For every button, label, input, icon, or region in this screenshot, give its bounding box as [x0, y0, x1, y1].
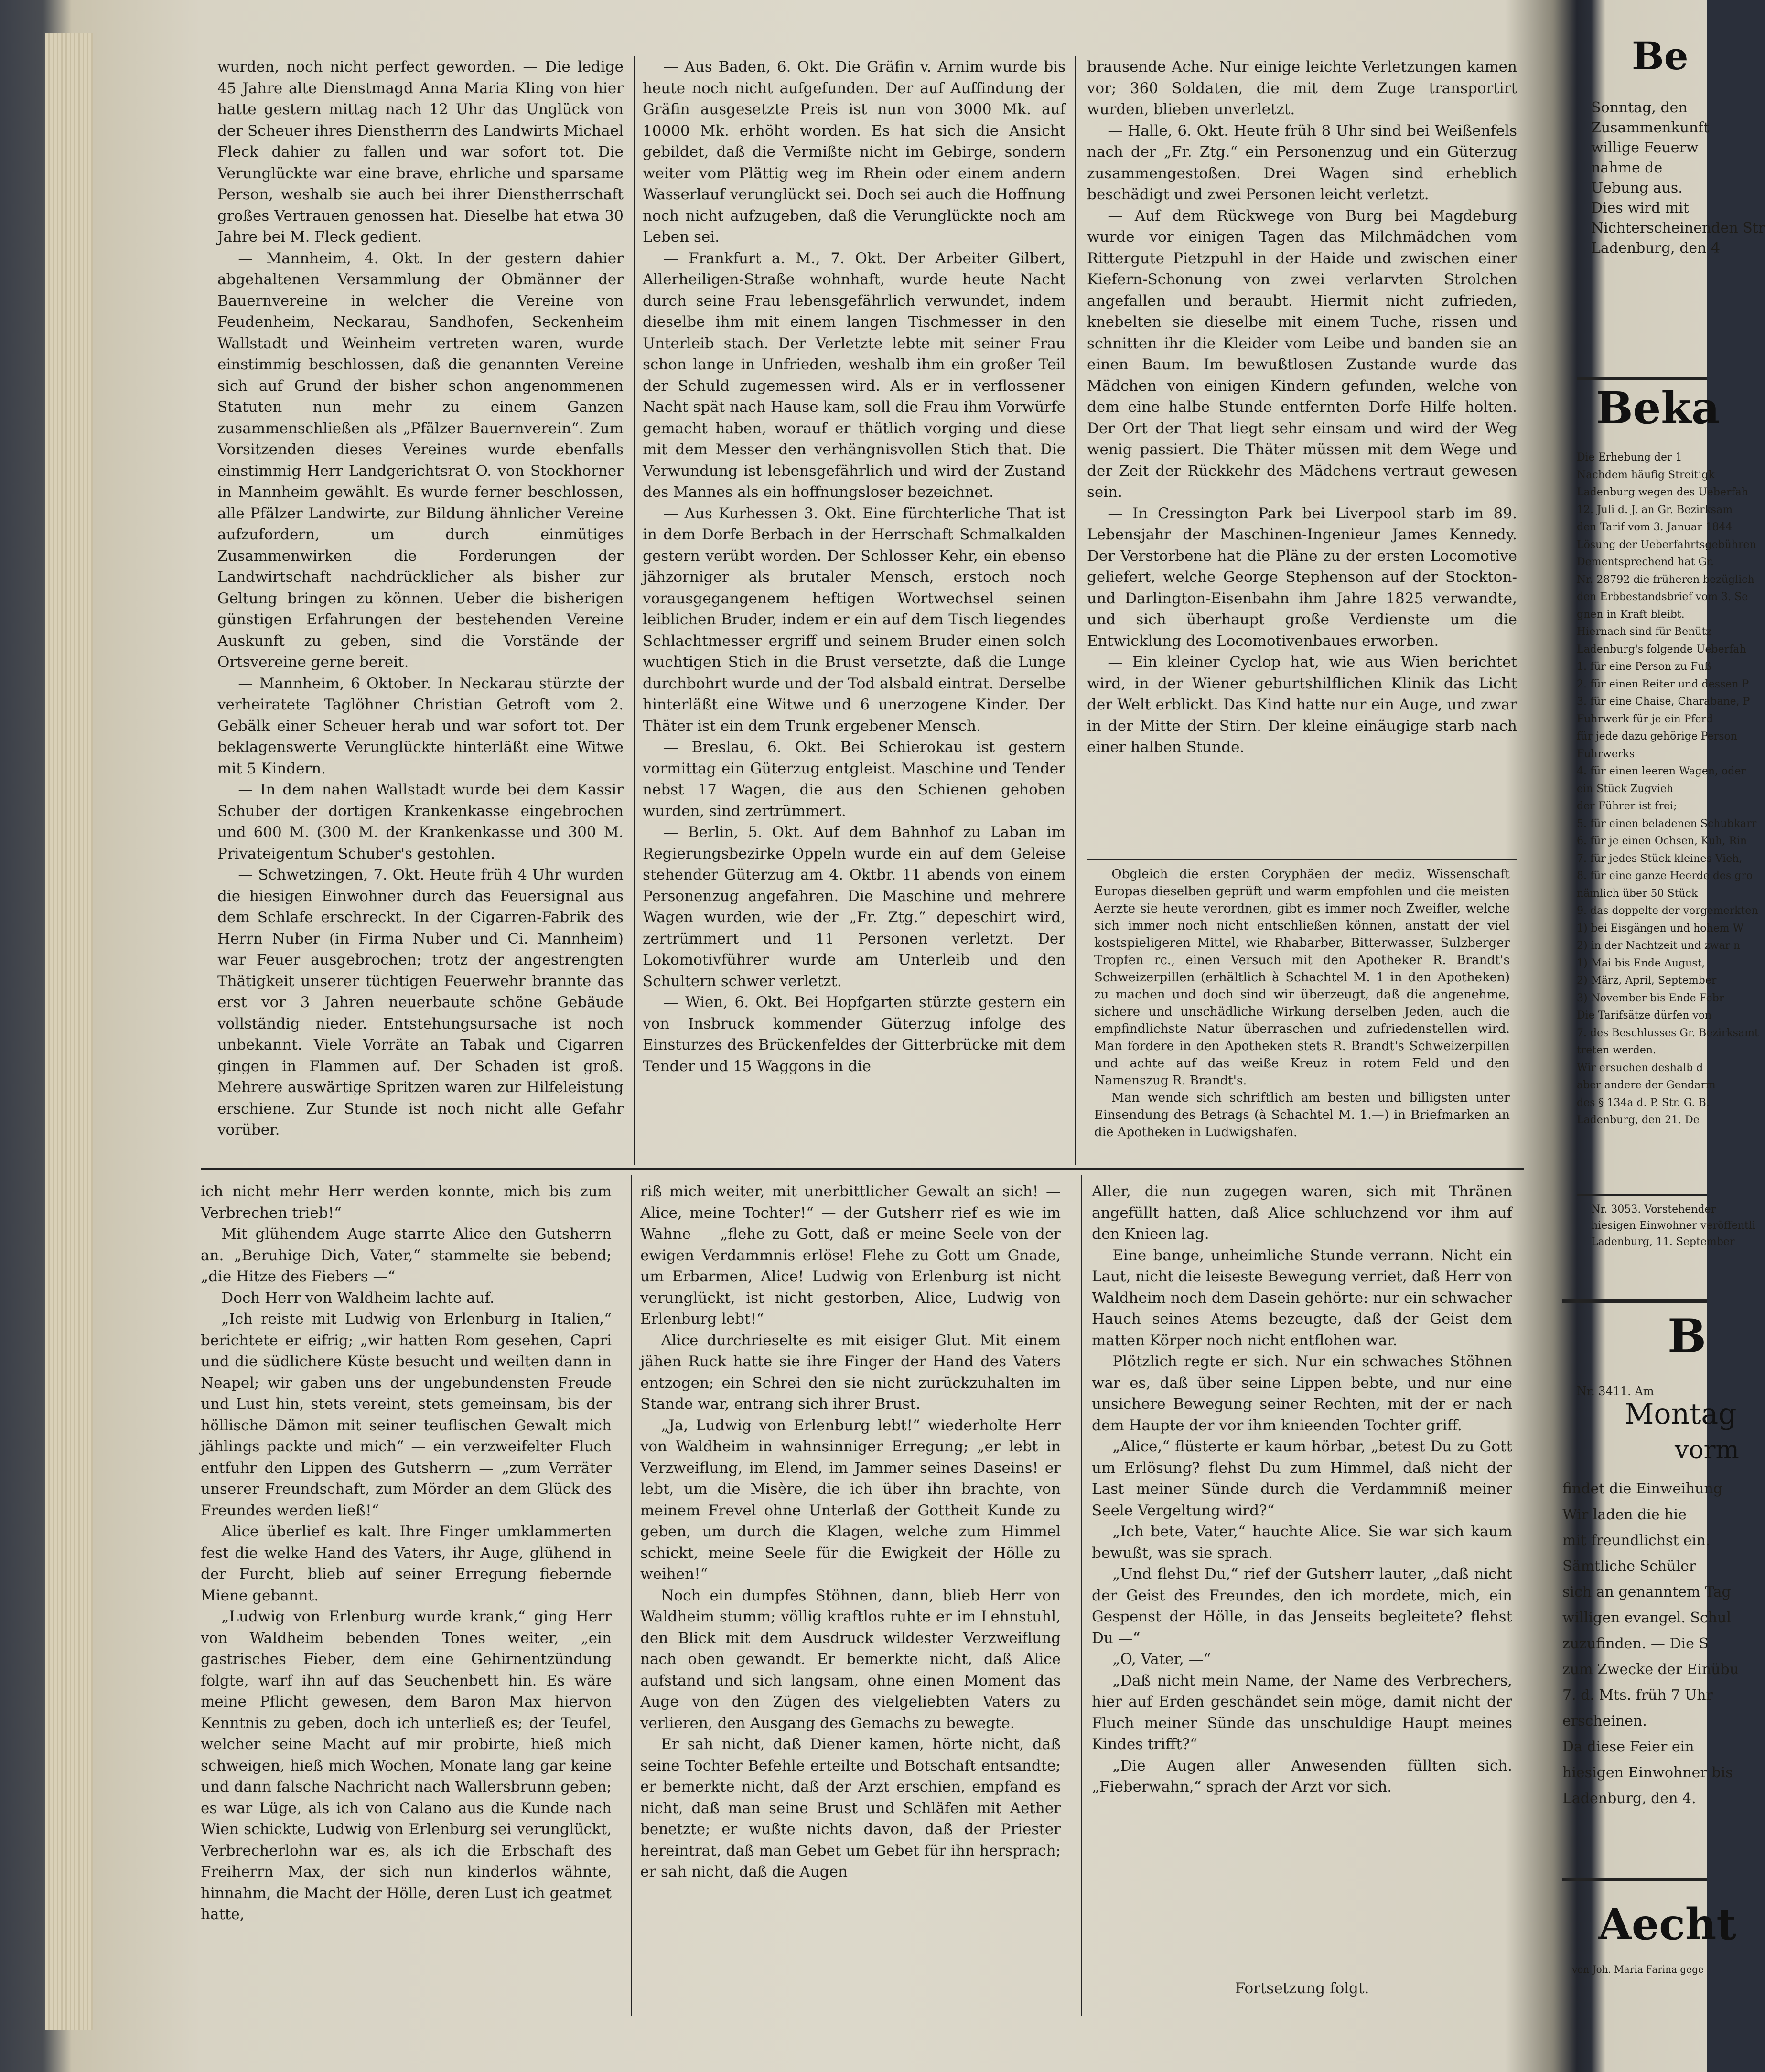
- strip-line: Nr. 28792 die früheren bezüglich: [1577, 573, 1754, 586]
- strip-line: Wir laden die hie: [1562, 1506, 1687, 1523]
- strip-line: ein Stück Zugvieh: [1577, 783, 1674, 795]
- strip-heading-beka: Beka: [1596, 382, 1720, 434]
- strip-line: Ladenburg's folgende Ueberfah: [1577, 643, 1746, 655]
- strip-line: für jede dazu gehörige Person: [1577, 730, 1737, 742]
- strip-line: 6. für je einen Ochsen, Kuh, Rin: [1577, 835, 1747, 847]
- strip-line: 2) in der Nachtzeit und zwar n: [1577, 940, 1741, 952]
- story-column-1: [201, 1181, 612, 2012]
- paragraph: — In Cressington Park bei Liverpool starb im 89. Lebensjahr der Maschinen-Ingenieur James Kennedy. Der Verstorbene hat die Pläne zu der ersten Locomotive geliefert, welche George Stephenson auf der Stockton- und Darlington-Eisenbahn ihm Jahre 1825 verwandte, und sich überhaupt große Verdienste um die Entwicklung des Locomotivenbaues erworben.: [1087, 505, 1517, 650]
- paragraph: — Ein kleiner Cyclop hat, wie aus Wien berichtet wird, in der Wiener geburtshilflichen Klinik das Licht der Welt erblickt. Das Kind hatte nur ein Auge, und zwar in der Mitte der Stirn. Der kleine einäugige starb nach einer halben Stunde.: [1087, 654, 1517, 756]
- paragraph: — Wien, 6. Okt. Bei Hopfgarten stürzte gestern ein von Insbruck kommender Güterzug infolge des Einsturzes des Brückenfeldes der Gitterbrücke mit dem Tender und 15 Waggons in die: [643, 994, 1065, 1075]
- strip-line: Ladenburg, den 21. De: [1577, 1114, 1700, 1126]
- strip-line: hiesigen Einwohner veröffentli: [1591, 1220, 1755, 1232]
- strip-heading-aecht: Aecht: [1598, 1899, 1736, 1950]
- paragraph: Noch ein dumpfes Stöhnen, dann, blieb Herr von Waldheim stumm; völlig kraftlos ruhte er im Lehnstuhl, den Blick mit dem Ausdruck wildester Verzweiflung nach oben gewandt. Er bemerkte nicht, daß Alice aufstand und sich langsam, ohne einen Moment das Auge von den Zügen des vielgeliebten Vaters zu verlieren, den Ausgang des Gemachs zu bewegte.: [640, 1587, 1061, 1732]
- strip-line: findet die Einweihung: [1562, 1481, 1722, 1497]
- paragraph: — Aus Baden, 6. Okt. Die Gräfin v. Arnim wurde bis heute noch nicht aufgefunden. Der auf Auffindung der Gräfin ausgesetzte Preis ist nun von 3000 Mk. auf 10000 Mk. erhöht worden. Es hat sich die Ansicht gebildet, daß die Vermißte nicht im Gebirge, sondern weiter vom Plättig weg im Rhein oder einem andern Wasserlauf verunglückt sei. Doch sei auch die Hoffnung noch nicht aufzugeben, daß die Verunglückte noch am Leben sei.: [643, 58, 1065, 246]
- strip-line: Dies wird mit: [1591, 200, 1689, 216]
- strip-line: Uebung aus.: [1591, 180, 1683, 196]
- strip-fire-brigade-notice-box: [1577, 98, 1586, 270]
- paragraph: „Die Augen aller Anwesenden füllten sich. „Fieberwahn,“ sprach der Arzt vor sich.: [1092, 1757, 1512, 1795]
- paragraph: wurden, noch nicht perfect geworden. — Die ledige 45 Jahre alte Dienstmagd Anna Maria Kling von hier hatte gestern mittag nach 12 Uhr das Unglück von der Scheuer ihres Dienstherrn des Landwirts Michael Fleck dahier zu fallen und war sofort tot. Die Verunglückte war eine brave, ehrliche und sparsame Person, weshalb sie auch bei ihrer Dienstherrschaft großes Vertrauen genossen hat. Dieselbe hat etwa 30 Jahre bei M. Fleck gedient.: [217, 58, 624, 246]
- strip-line: Nr. 3053. Vorstehender: [1591, 1203, 1716, 1215]
- paragraph: Alice überlief es kalt. Ihre Finger umklammerten fest die welke Hand des Vaters, ihr Auge, glühend in der Furcht, blieb auf seiner Erregung fiebernde Miene gebannt.: [201, 1523, 612, 1604]
- strip-line: 7. für jedes Stück kleines Vieh,: [1577, 852, 1743, 865]
- strip-line: 2. für einen Reiter und dessen P: [1577, 678, 1749, 690]
- paragraph: — Mannheim, 4. Okt. In der gestern dahier abgehaltenen Versammlung der Obmänner der Bauernvereine in welcher die Vereine von Feudenheim, Neckarau, Sandhofen, Seckenheim Wallstadt und Weinheim vertreten waren, wurde einstimmig beschlossen, daß die genannten Vereine sich auf Grund der bisher schon angenommenen Statuten nun mehr zu einem Ganzen zusammenschließen als „Pfälzer Bauernverein“. Zum Vorsitzenden dieses Vereines wurde ebenfalls einstimmig Herr Landgerichtsrat O. von Stockhorner in Mannheim gewählt. Es wurde ferner beschlossen, alle Pfälzer Landwirte, zur Bildung ähnlicher Vereine aufzufordern, um durch einmütiges Zusammenwirken die Forderungen der Landwirtschaft nachdrücklicher als bisher zur Geltung bringen zu können. Ueber die bisherigen günstigen Erfahrungen der bestehenden Vereine Auskunft zu geben, sind die Vorstände der Ortsvereine gerne bereit.: [217, 249, 624, 671]
- strip-line: gnen in Kraft bleibt.: [1577, 608, 1685, 621]
- strip-line: willige Feuerw: [1591, 140, 1699, 156]
- strip-rule-3: [1562, 1299, 1707, 1303]
- story-column-3: [1092, 1181, 1512, 1965]
- strip-line: 5. für einen beladenen Schubkarr: [1577, 817, 1757, 830]
- strip-rule-2: [1577, 1194, 1707, 1196]
- strip-announcement-short: [1591, 1202, 1755, 1259]
- strip-line: Nachdem häufig Streitigk: [1577, 469, 1715, 481]
- paragraph: Plötzlich regte er sich. Nur ein schwaches Stöhnen war es, daß über seine Lippen bebte, und nur eine unsichere Bewegung seiner Rechten, mit der er nach dem Haupte der vor ihm knieenden Tochter griff.: [1092, 1353, 1512, 1434]
- news-column-3: [1087, 56, 1517, 854]
- strip-line: zum Zwecke der Einübu: [1562, 1661, 1739, 1678]
- strip-line: Nichterscheinenden Str: [1591, 220, 1765, 236]
- column-rule-2: [1075, 56, 1076, 1165]
- ad-separator-top: [1087, 859, 1517, 860]
- strip-heading-b: B: [1668, 1309, 1707, 1363]
- strip-line: sich an genanntem Tag: [1562, 1584, 1731, 1600]
- strip-line: 7. des Beschlusses Gr. Bezirksamt: [1577, 1027, 1759, 1039]
- strip-line: Die Tarifsätze dürfen von: [1577, 1009, 1712, 1021]
- news-column-2: [643, 56, 1065, 1165]
- paragraph: „Und flehst Du,“ rief der Gutsherr lauter, „daß nicht der Geist des Freundes, den ich mordete, mich, ein Gespenst der Hölle, in das Jenseits begleitete? flehst Du —“: [1092, 1566, 1512, 1647]
- paragraph: Er sah nicht, daß Diener kamen, hörte nicht, daß seine Tochter Befehle erteilte und Botschaft entsandte; er bemerkte nicht, daß der Arzt erschien, empfand es nicht, daß man seine Brust und Schläfen mit Aether benetzte; er wußte nichts davon, daß der Priester hereintrat, daß man Gebet um Gebet für ihn hersprach; er sah nicht, daß die Augen: [640, 1736, 1061, 1880]
- strip-fire-brigade-notice: [1591, 98, 1765, 308]
- strip-heading-montag: Montag: [1625, 1397, 1737, 1431]
- paragraph: riß mich weiter, mit unerbittlicher Gewalt an sich! — Alice, meine Tochter!“ — der Gutsherr rief es wie im Wahne — „flehe zu Gott, daß er meine Seele von der ewigen Verdammnis erlöse! Flehe zu Gott um Gnade, um Erbarmen, Alice! Ludwig von Erlenburg ist nicht verunglückt, ist nicht gestorben, Alice, Ludwig von Erlenburg lebt!“: [640, 1183, 1061, 1328]
- strip-line: 12. Juli d. J. an Gr. Bezirksam: [1577, 504, 1733, 516]
- continuation-text: Fortsetzung folgt.: [1235, 1980, 1369, 1997]
- pill-advertisement: [1094, 866, 1510, 1162]
- paragraph: — Schwetzingen, 7. Okt. Heute früh 4 Uhr wurden die hiesigen Einwohner durch das Feuersignal aus dem Schlafe erschreckt. In der Cigarren-Fabrik des Herrn Nuber (in Firma Nuber und Ci. Mannheim) war Feuer ausgebrochen; trotz der angestrengten Thätigkeit unserer tüchtigen Feuerwehr brannte das erst vor 3 Jahren neuerbaute schöne Gebäude vollständig nieder. Entstehungsursache ist noch unbekannt. Viele Vorräte an Tabak und Cigarren gingen in Flammen auf. Der Schaden ist groß. Mehrere auswärtige Spritzen waren zur Hilfeleistung erschiene. Zur Stunde ist noch nicht alle Gefahr vorüber.: [217, 866, 624, 1138]
- strip-line: Die Erhebung der 1: [1577, 451, 1682, 463]
- strip-ferry-tariff-notice: [1577, 449, 1759, 1132]
- strip-line: des § 134a d. P. Str. G. B.: [1577, 1096, 1710, 1109]
- strip-line: Dementsprechend hat Gr.: [1577, 556, 1714, 568]
- paragraph: Aller, die nun zugegen waren, sich mit Thränen angefüllt hatten, daß Alice schluchzend vor ihm auf den Knieen lag.: [1092, 1183, 1512, 1243]
- strip-line: treten werden.: [1577, 1044, 1657, 1056]
- paragraph: „Ludwig von Erlenburg wurde krank,“ ging Herr von Waldheim bebenden Tones weiter, „ein gastrisches Fieber, dem eine Gehirnentzündung folgte, warf ihn auf das Seuchenbett hin. Es wäre meine Pflicht gewesen, dem Baron Max hiervon Kenntnis zu geben, doch ich unterließ es; der Teufel, welcher seine Macht auf mir probirte, hieß mich schweigen, hieß mich Wochen, Monate lang gar keine und dann falsche Nachricht nach Wallersbrunn geben; es war Lüge, als ich von Calano aus die Kunde nach Wien schickte, Ludwig von Erlenburg sei verunglückt, Verbrecherlohn war es, als ich die Erbschaft des Freiherrn Max, der sich nun kinderlos wähnte, hinnahm, die Macht der Hölle, deren Lust ich geatmet hatte,: [201, 1608, 612, 1923]
- strip-school-inauguration-notice: [1562, 1476, 1739, 1839]
- strip-line: Ladenburg wegen des Ueberfah: [1577, 486, 1748, 498]
- strip-line: 9. das doppelte der vorgemerkten: [1577, 905, 1758, 917]
- strip-line: 1) bei Eisgängen und hohem W: [1577, 922, 1744, 934]
- strip-line: nämlich über 50 Stück: [1577, 887, 1698, 900]
- strip-line: nahme de: [1591, 160, 1663, 176]
- paragraph: brausende Ache. Nur einige leichte Verletzungen kamen vor; 360 Soldaten, die mit dem Zuge transportirt wurden, blieben unverletzt.: [1087, 58, 1517, 118]
- paragraph: Eine bange, unheimliche Stunde verrann. Nicht ein Laut, nicht die leiseste Bewegung verriet, daß Herr von Waldheim noch dem Dasein gehörte: nur ein schwacher Hauch seines Atems bezeugte, daß der Geist dem matten Körper noch nicht entflohen war.: [1092, 1246, 1512, 1349]
- paragraph: „Ich bete, Vater,“ hauchte Alice. Sie war sich kaum bewußt, was sie sprach.: [1092, 1523, 1512, 1562]
- paragraph: ich nicht mehr Herr werden konnte, mich bis zum Verbrechen trieb!“: [201, 1183, 612, 1222]
- paragraph: — Auf dem Rückwege von Burg bei Magdeburg wurde vor einigen Tagen das Milchmädchen vom Rittergute Pietzpuhl in der Haide und zwischen einer Kiefern-Schonung von zwei verlarvten Strolchen angefallen und beraubt. Hiermit nicht zufrieden, knebelten sie dieselbe mit einem Tuche, rissen und schnitten ihr die Kleider vom Leibe und banden sie an einen Baum. Im bewußtlosen Zustande wurde das Mädchen von einigen Kindern gefunden, welche von dem eine halbe Stunde entfernten Dorfe Hilfe holten. Der Ort der That liegt sehr einsam und wird der Weg wenig passiert. Die Thäter müssen mit dem Wege und der Zeit der Rückkehr des Mädchens vertraut gewesen sein.: [1087, 207, 1517, 501]
- paragraph: „Ich reiste mit Ludwig von Erlenburg in Italien,“ berichtete er eifrig; „wir hatten Rom gesehen, Capri und die südlichere Küste besucht und weilten dann in Neapel; wir gaben uns der ungebundensten Freude und Lust hin, stets vereint, stets gemeinsam, bis der höllische Dämon mit seiner teuflischen Gewalt mich jählings packte und mich“ — ein verzweifelter Fluch entfuhr den Lippen des Gutsherrn — „zum Verräter unserer Freundschaft, zum Mörder an dem Glück des Freundes werden ließ!“: [201, 1310, 612, 1519]
- story-rule-2: [1081, 1175, 1082, 2016]
- story-rule-1: [631, 1175, 632, 2016]
- strip-line: willigen evangel. Schul: [1562, 1610, 1731, 1626]
- column-rule-1: [634, 56, 635, 1165]
- strip-line: 3) November bis Ende Febr: [1577, 992, 1724, 1004]
- strip-line: 2) März, April, September: [1577, 975, 1717, 987]
- strip-line: aber andere der Gendarm: [1577, 1079, 1716, 1091]
- strip-line: 8. für eine ganze Heerde des gro: [1577, 870, 1753, 882]
- paragraph: — Mannheim, 6 Oktober. In Neckarau stürzte der verheiratete Taglöhner Christian Getroft vom 2. Gebälk einer Scheuer herab und war sofort tot. Der beklagenswerte Verunglückte hinterläßt eine Witwe mit 5 Kindern.: [217, 675, 624, 777]
- strip-line: zuzufinden. — Die S: [1562, 1635, 1709, 1652]
- paragraph: „Alice,“ flüsterte er kaum hörbar, „betest Du zu Gott um Erlösung? flehst Du zum Himmel, daß nicht der Last meiner Sünde durch die Verdammniß meiner Seele Vergeltung wird?“: [1092, 1438, 1512, 1519]
- paragraph: — Frankfurt a. M., 7. Okt. Der Arbeiter Gilbert, Allerheiligen-Straße wohnhaft, wurde heute Nacht durch seine Frau lebensgefährlich verwundet, indem dieselbe ihm mit einem langen Tischmesser in den Unterleib stach. Der Verletzte lebte mit seiner Frau schon lange in Unfrieden, weshalb ihm ein großer Teil der Schuld zugemessen wird. Als er in verflossener Nacht spät nach Hause kam, soll die Frau ihm Vorwürfe gemacht haben, worauf er thätlich vorging und diese mit dem Messer den verhängnisvollen Stich that. Die Verwundung ist lebensgefährlich und wird der Zustand des Mannes als ein hoffnungsloser bezeichnet.: [643, 249, 1065, 501]
- strip-line: Da diese Feier ein: [1562, 1739, 1694, 1755]
- strip-line: 3. für eine Chaise, Charabane, P: [1577, 696, 1750, 708]
- paragraph: „Ja, Ludwig von Erlenburg lebt!“ wiederholte Herr von Waldheim in wahnsinniger Erregung; „er lebt in Verzweiflung, im Elend, im Jammer seines Daseins! er lebt, um die Misère, die ich über ihn brachte, von meinem Frevel ohne Unterlaß der Gottheit Kunde zu geben, um durch die Klagen, welche zum Himmel schickt, meine Seele für die Ewigkeit der Hölle zu weihen!“: [640, 1417, 1061, 1583]
- paragraph: Mit glühendem Auge starrte Alice den Gutsherrn an. „Beruhige Dich, Vater,“ stammelte sie bebend; „die Hitze des Fiebers —“: [201, 1225, 612, 1285]
- strip-line: 1. für eine Person zu Fuß: [1577, 661, 1711, 673]
- strip-heading-be: Be: [1632, 33, 1689, 78]
- strip-line: 7. d. Mts. früh 7 Uhr: [1562, 1687, 1713, 1704]
- feuilleton-separator: [201, 1168, 1524, 1170]
- strip-rule-1: [1577, 377, 1707, 380]
- strip-line: Ladenburg, den 4.: [1562, 1790, 1696, 1807]
- paragraph: „O, Vater, —“: [1112, 1651, 1211, 1668]
- strip-line: Wir ersuchen deshalb d: [1577, 1062, 1703, 1074]
- strip-farina-line: [1572, 1961, 1707, 1980]
- page-edge-binding: [45, 33, 93, 2030]
- strip-line: Zusammenkunft: [1591, 119, 1710, 136]
- strip-line: Ladenburg, 11. September: [1591, 1236, 1735, 1248]
- paragraph: — In dem nahen Wallstadt wurde bei dem Kassir Schuber der dortigen Krankenkasse eingebrochen und 600 M. (300 M. der Krankenkasse und 300 M. Privateigentum Schuber's gestohlen.: [217, 781, 624, 862]
- paragraph: Man wende sich schriftlich am besten und billigsten unter Einsendung des Betrags (à Schachtel M. 1.—) in Briefmarken an die Apotheken in Ludwigshafen.: [1094, 1091, 1510, 1139]
- strip-line: Hiernach sind für Benütz: [1577, 626, 1711, 638]
- paragraph: — Halle, 6. Okt. Heute früh 8 Uhr sind bei Weißenfels nach der „Fr. Ztg.“ ein Personenzug und ein Güterzug zusammengestoßen. Drei Wagen sind erheblich beschädigt und zwei Personen leicht verletzt.: [1087, 122, 1517, 203]
- paragraph: — Berlin, 5. Okt. Auf dem Bahnhof zu Laban im Regierungsbezirke Oppeln wurde ein auf dem Geleise stehender Güterzug am 4. Oktbr. 11 abends von einem Personenzug angefahren. Die Maschine und mehrere Wagen wurden, wie der „Fr. Ztg.“ depeschirt wird, zertrümmert und 11 Personen verletzt. Der Lokomotivführer wurde am Unterleib und den Schultern schwer verletzt.: [643, 824, 1065, 990]
- strip-line: den Erbbestandsbrief vom 3. Se: [1577, 591, 1748, 603]
- strip-line: mit freundlichst ein.: [1562, 1532, 1711, 1549]
- paragraph: Obgleich die ersten Coryphäen der mediz. Wissenschaft Europas dieselben geprüft und warm empfohlen und die meisten Aerzte sie heute verordnen, gibt es immer noch Zweifler, welche sich immer noch nicht entschließen können, anstatt der viel kostspieligeren Mittel, wie Rhabarber, Bitterwasser, Sulzberger Tropfen rc., einen Versuch mit den Apotheker R. Brandt's Schweizerpillen (erhältlich à Schachtel M. 1 in den Apotheken) zu machen und doch sind wir überzeugt, daß die angenehme, sichere und unschädliche Wirkung derselben Jeden, auch die empfindlichste Natur überraschen und zufriedenstellen wird. Man fordere in den Apotheken stets R. Brandt's Schweizerpillen und achte auf das weiße Kreuz in rotem Feld und den Namenszug R. Brandt's.: [1094, 867, 1510, 1088]
- strip-line: Lösung der Ueberfahrtsgebühren: [1577, 538, 1756, 551]
- strip-rule-4: [1562, 1878, 1707, 1881]
- strip-line: Fuhrwerks: [1577, 748, 1635, 760]
- strip-line: erscheinen.: [1562, 1713, 1647, 1729]
- strip-line: Sämtliche Schüler: [1562, 1558, 1696, 1575]
- strip-line: von Joh. Maria Farina gege: [1572, 1964, 1704, 1975]
- strip-line: hiesigen Einwohner bis: [1562, 1764, 1733, 1781]
- paragraph: Alice durchrieselte es mit eisiger Glut. Mit einem jähen Ruck hatte sie ihre Finger der Hand des Vaters entzogen; ein Schrei den sie nicht zurückzuhalten im Stande war, entrang sich ihrer Brust.: [640, 1331, 1061, 1413]
- paragraph: — Breslau, 6. Okt. Bei Schierokau ist gestern vormittag ein Güterzug entgleist. Maschine und Tender nebst 17 Wagen, die aus den Schienen gehoben wurden, sind zertrümmert.: [643, 739, 1065, 820]
- story-column-2: [640, 1181, 1061, 2012]
- strip-line: Sonntag, den: [1591, 99, 1688, 116]
- strip-line: den Tarif vom 3. Januar 1844: [1577, 521, 1733, 533]
- paragraph: „Daß nicht mein Name, der Name des Verbrechers, hier auf Erden geschändet sein möge, damit nicht der Fluch meiner Sünde das unschuldige Haupt meines Kindes trifft?“: [1092, 1672, 1512, 1753]
- strip-line: 1) Mai bis Ende August,: [1577, 957, 1705, 969]
- strip-line: Fuhrwerk für je ein Pferd: [1577, 713, 1713, 725]
- paragraph: — Aus Kurhessen 3. Okt. Eine fürchterliche That ist in dem Dorfe Berbach in der Herrschaft Schmalkalden gestern verübt worden. Der Schlosser Kehr, ein ebenso jähzorniger als brutaler Mensch, erstoch noch vorausgegangenem heftigen Wortwechsel seinen leiblichen Bruder, indem er ein auf dem Tisch liegendes Schlachtmesser ergriff und seinem Bruder einen solch wuchtigen Stich in die Brust versetzte, daß die Lunge durchbohrt wurde und der Tod alsbald eintrat. Derselbe hinterläßt eine Witwe und 6 unerzogene Kinder. Der Thäter ist ein dem Trunk ergebener Mensch.: [643, 505, 1065, 735]
- strip-line: Nr. 3411. Am: [1577, 1385, 1654, 1398]
- strip-line: 4. für einen leeren Wagen, oder: [1577, 765, 1746, 777]
- strip-line: der Führer ist frei;: [1577, 800, 1677, 812]
- paragraph: Doch Herr von Waldheim lachte auf.: [221, 1289, 495, 1307]
- news-column-1: [217, 56, 624, 1165]
- strip-line: Ladenburg, den 4: [1591, 240, 1721, 257]
- strip-heading-vorm: vorm: [1675, 1436, 1739, 1464]
- continuation-note: [1092, 1978, 1512, 2007]
